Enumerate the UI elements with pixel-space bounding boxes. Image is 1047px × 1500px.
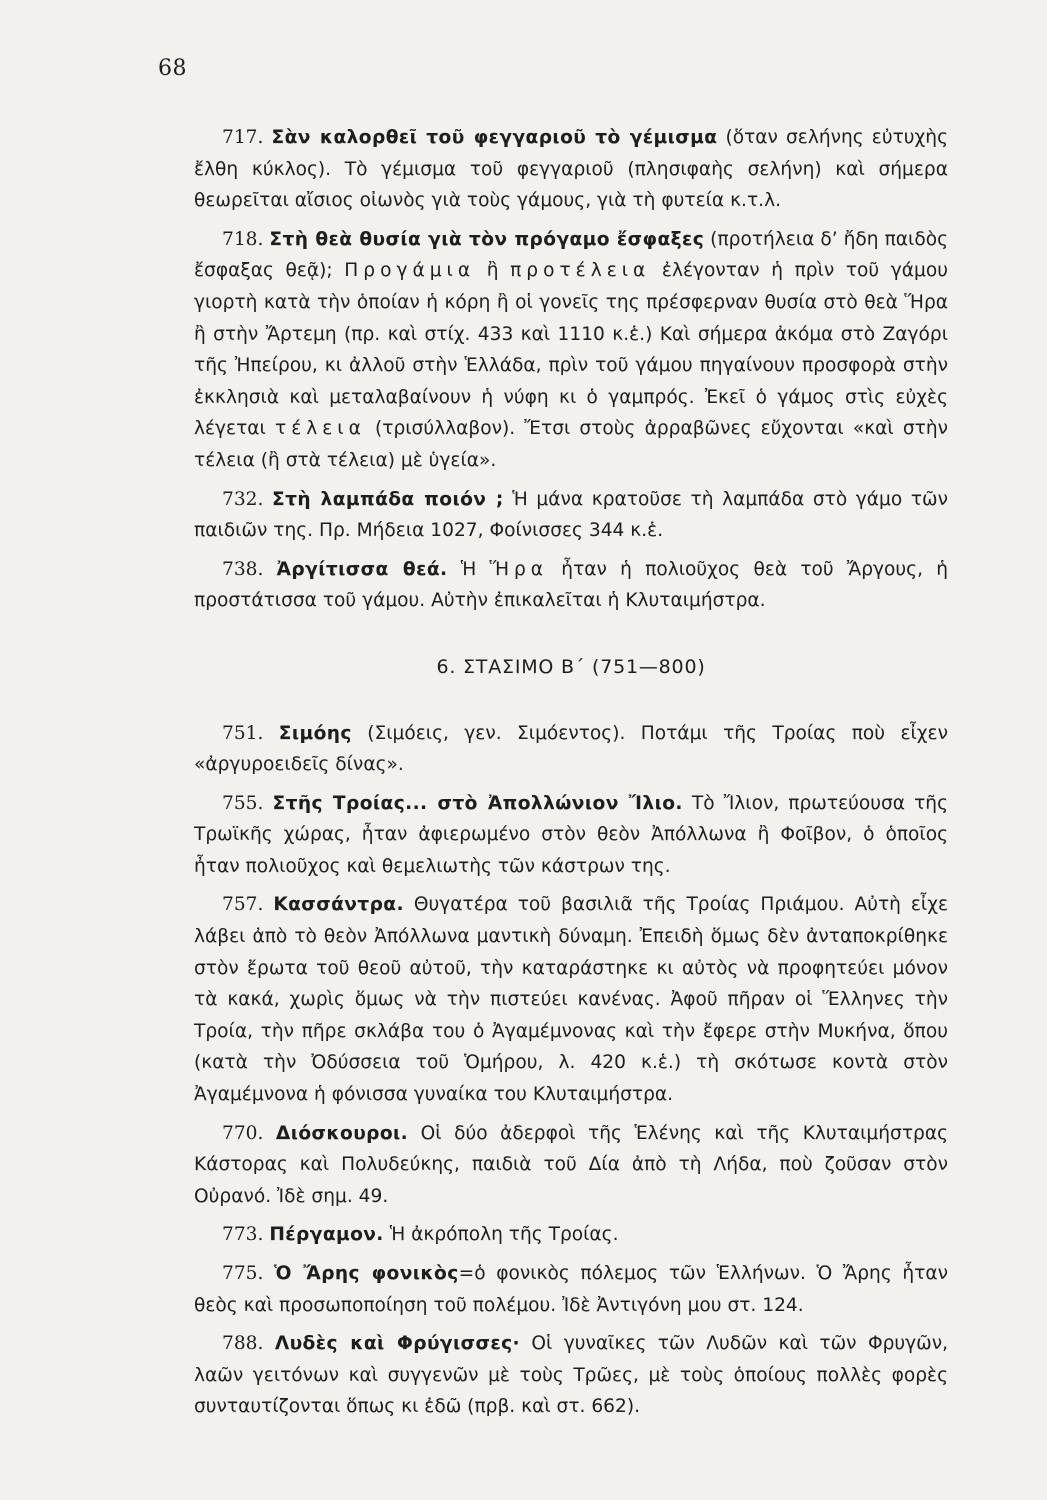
- note-number: 757.: [222, 894, 264, 916]
- note-spaced-term: προτέλεια: [510, 260, 651, 282]
- note-lemma: Στὴ θεὰ θυσία γιὰ τὸν πρόγαμο ἔσφαξες: [269, 228, 705, 250]
- note-text: (τρισύλλαβον). Ἔτσι στοὺς ἀρραβῶνες εὔχονται «καὶ στὴν τέλεια (ἢ στὰ τέλεια) μὲ ὑγεία».: [194, 418, 948, 471]
- page-number: 68: [158, 56, 187, 81]
- note-text: (Σιμόεις, γεν. Σιμόεντος). Ποτάμι τῆς Τροίας ποὺ εἶχεν «ἀργυροειδεῖς δίνας».: [194, 722, 948, 776]
- note-text: ἐλέγονταν ἡ πρὶν τοῦ γάμου γιορτὴ κατὰ τὴν ὁποίαν ἡ κόρη ἢ οἱ γονεῖς της πρέσφερναν θυσία στὸ θεὰ Ἥρα ἢ στὴν Ἄρτεμη (πρ. καὶ στίχ. 433 καὶ 1110 κ.ἑ.) Καὶ σήμερα ἀκόμα στὸ Ζαγόρι τῆς Ἠπείρου, κι ἀλλοῦ στὴν Ἑλλάδα, πρὶν τοῦ γάμου πηγαίνουν προσφορὰ στὴν ἐκκλησιὰ καὶ μεταλαβαίνουν ἡ νύφη κι ὁ γαμπρός. Ἐκεῖ ὁ γάμος στὶς εὐχὲς λέγεται: [194, 260, 949, 440]
- note-spaced-term: τέλεια: [275, 418, 366, 440]
- note-number: 718.: [222, 228, 264, 250]
- note-lemma: Ὁ Ἄρης φονικὸς: [274, 1263, 459, 1284]
- note-number: 788.: [222, 1333, 264, 1355]
- note-lemma: Ἀργίτισσα θεά.: [276, 558, 448, 580]
- note-text: Ἡ ἀκρόπολη τῆς Τροίας.: [383, 1224, 619, 1246]
- note-lemma: Λυδὲς καὶ Φρύγισσες·: [274, 1333, 521, 1355]
- note-text: ἦταν ἡ πολιοῦχος θεὰ τοῦ Ἄργους, ἡ προστάτισσα τοῦ γάμου. Αὐτὴν ἐπικαλεῖται ἡ Κλυταιμήστρα.: [194, 558, 948, 612]
- note-lemma: Σιμόης: [278, 722, 352, 744]
- note-number: 770.: [222, 1122, 264, 1144]
- note-text: ἢ: [475, 260, 511, 282]
- note-757: [194, 889, 948, 1110]
- note-755: [194, 788, 948, 883]
- note-lemma: Πέργαμον.: [269, 1224, 384, 1246]
- note-number: 755.: [222, 792, 264, 814]
- note-number: 751.: [222, 722, 264, 744]
- note-text: =ὁ φονικὸς πόλεμος τῶν Ἑλλήνων. Ὁ Ἄρης ἦταν θεὸς καὶ προσωποποίηση τοῦ πολέμου. Ἰδὲ Ἀντιγόνη μου στ. 124.: [194, 1263, 949, 1316]
- note-number: 717.: [222, 127, 264, 148]
- note-text: (προτήλεια δ’ ἤδη παιδὸς ἔσφαξας θεᾷ);: [194, 228, 948, 282]
- note-lemma: Διόσκουροι.: [275, 1122, 409, 1144]
- note-number: 775.: [222, 1263, 264, 1284]
- note-lemma: Κασσάντρα.: [273, 894, 404, 916]
- note-732: [194, 484, 948, 547]
- commentary-notes: [194, 122, 948, 1430]
- note-text: Οἱ γυναῖκες τῶν Λυδῶν καὶ τῶν Φρυγῶν, λαῶν γειτόνων καὶ συγγενῶν μὲ τοὺς Τρῶες, μὲ τοὺς ὁποίους πολλὲς φορὲς συνταυτίζονται ὅπως κι ἐδῶ (πρβ. καὶ στ. 662).: [194, 1333, 949, 1418]
- section-heading: 6. ΣΤΑΣΙΜΟ Β΄ (751—800): [436, 655, 706, 678]
- note-text: Οἱ δύο ἀδερφοὶ τῆς Ἑλένης καὶ τῆς Κλυταιμήστρας Κάστορας καὶ Πολυδεύκης, παιδιὰ τοῦ Δία ἀπὸ τὴ Λήδα, ποὺ ζοῦσαν στὸν Οὐρανό. Ἰδὲ σημ. 49.: [194, 1122, 948, 1207]
- note-number: 773.: [222, 1224, 264, 1246]
- note-lemma: Στὴ λαμπάδα ποιόν ;: [272, 488, 504, 510]
- note-number: 732.: [222, 488, 264, 510]
- note-718: [194, 224, 948, 477]
- note-number: 738.: [222, 558, 264, 580]
- note-text: Ἡ: [447, 558, 490, 580]
- note-773: [194, 1219, 948, 1251]
- note-spaced-term: Ἥρα: [489, 558, 549, 580]
- note-text: Τὸ Ἴλιον, πρωτεύουσα τῆς Τρωϊκῆς χώρας, ἦταν ἀφιερωμένο στὸν θεὸν Ἀπόλλωνα ἢ Φοῖβον, ὁ ὁποῖος ἦταν πολιοῦχος καὶ θεμελιωτὴς τῶν κάστρων της.: [194, 792, 948, 877]
- note-770: [194, 1118, 948, 1213]
- note-lemma: Στῆς Τροίας... στὸ Ἀπολλώνιον Ἴλιο.: [272, 792, 683, 814]
- note-spaced-term: Προγάμια: [344, 260, 476, 282]
- note-775: [194, 1258, 948, 1321]
- note-text: (ὅταν σελήνης εὐτυχὴς ἔλθη κύκλος). Τὸ γέμισμα τοῦ φεγγαριοῦ (πλησιφαὴς σελήνη) καὶ σήμερα θεωρεῖται αἴσιος οἰωνὸς γιὰ τοὺς γάμους, γιὰ τὴ φυτεία κ.τ.λ.: [194, 127, 948, 212]
- note-788: [194, 1328, 948, 1423]
- note-738: [194, 554, 948, 617]
- note-lemma: Σὰν καλορθεῖ τοῦ φεγγαριοῦ τὸ γέμισμα: [271, 127, 718, 148]
- note-text: Ἡ μάνα κρατοῦσε τὴ λαμπάδα στὸ γάμο τῶν παιδιῶν της. Πρ. Μήδεια 1027, Φοίνισσες 344 κ.ἑ.: [194, 488, 948, 542]
- note-751: [194, 718, 948, 781]
- note-text: Θυγατέρα τοῦ βασιλιᾶ τῆς Τροίας Πριάμου. Αὐτὴ εἶχε λάβει ἀπὸ τὸ θεὸν Ἀπόλλωνα μαντικὴ δύναμη. Ἐπειδὴ ὅμως δὲν ἀνταποκρίθηκε στὸν ἔρωτα τοῦ θεοῦ αὐτοῦ, τὴν καταράστηκε κι αὐτὸς νὰ προφητεύει μόνον τὰ κακά, χωρὶς ὅμως νὰ τὴν πιστεύει κανένας. Ἀφοῦ πῆραν οἱ Ἕλληνες τὴν Τροία, τὴν πῆρε σκλάβα του ὁ Ἀγαμέμνονας καὶ τὴν ἔφερε στὴν Μυκήνα, ὅπου (κατὰ τὴν Ὀδύσσεια τοῦ Ὁμήρου, λ. 420 κ.ἑ.) τὴ σκότωσε κοντὰ στὸν Ἀγαμέμνονα ἡ φόνισσα γυναίκα του Κλυταιμήστρα.: [194, 894, 948, 1106]
- note-717: [194, 122, 948, 217]
